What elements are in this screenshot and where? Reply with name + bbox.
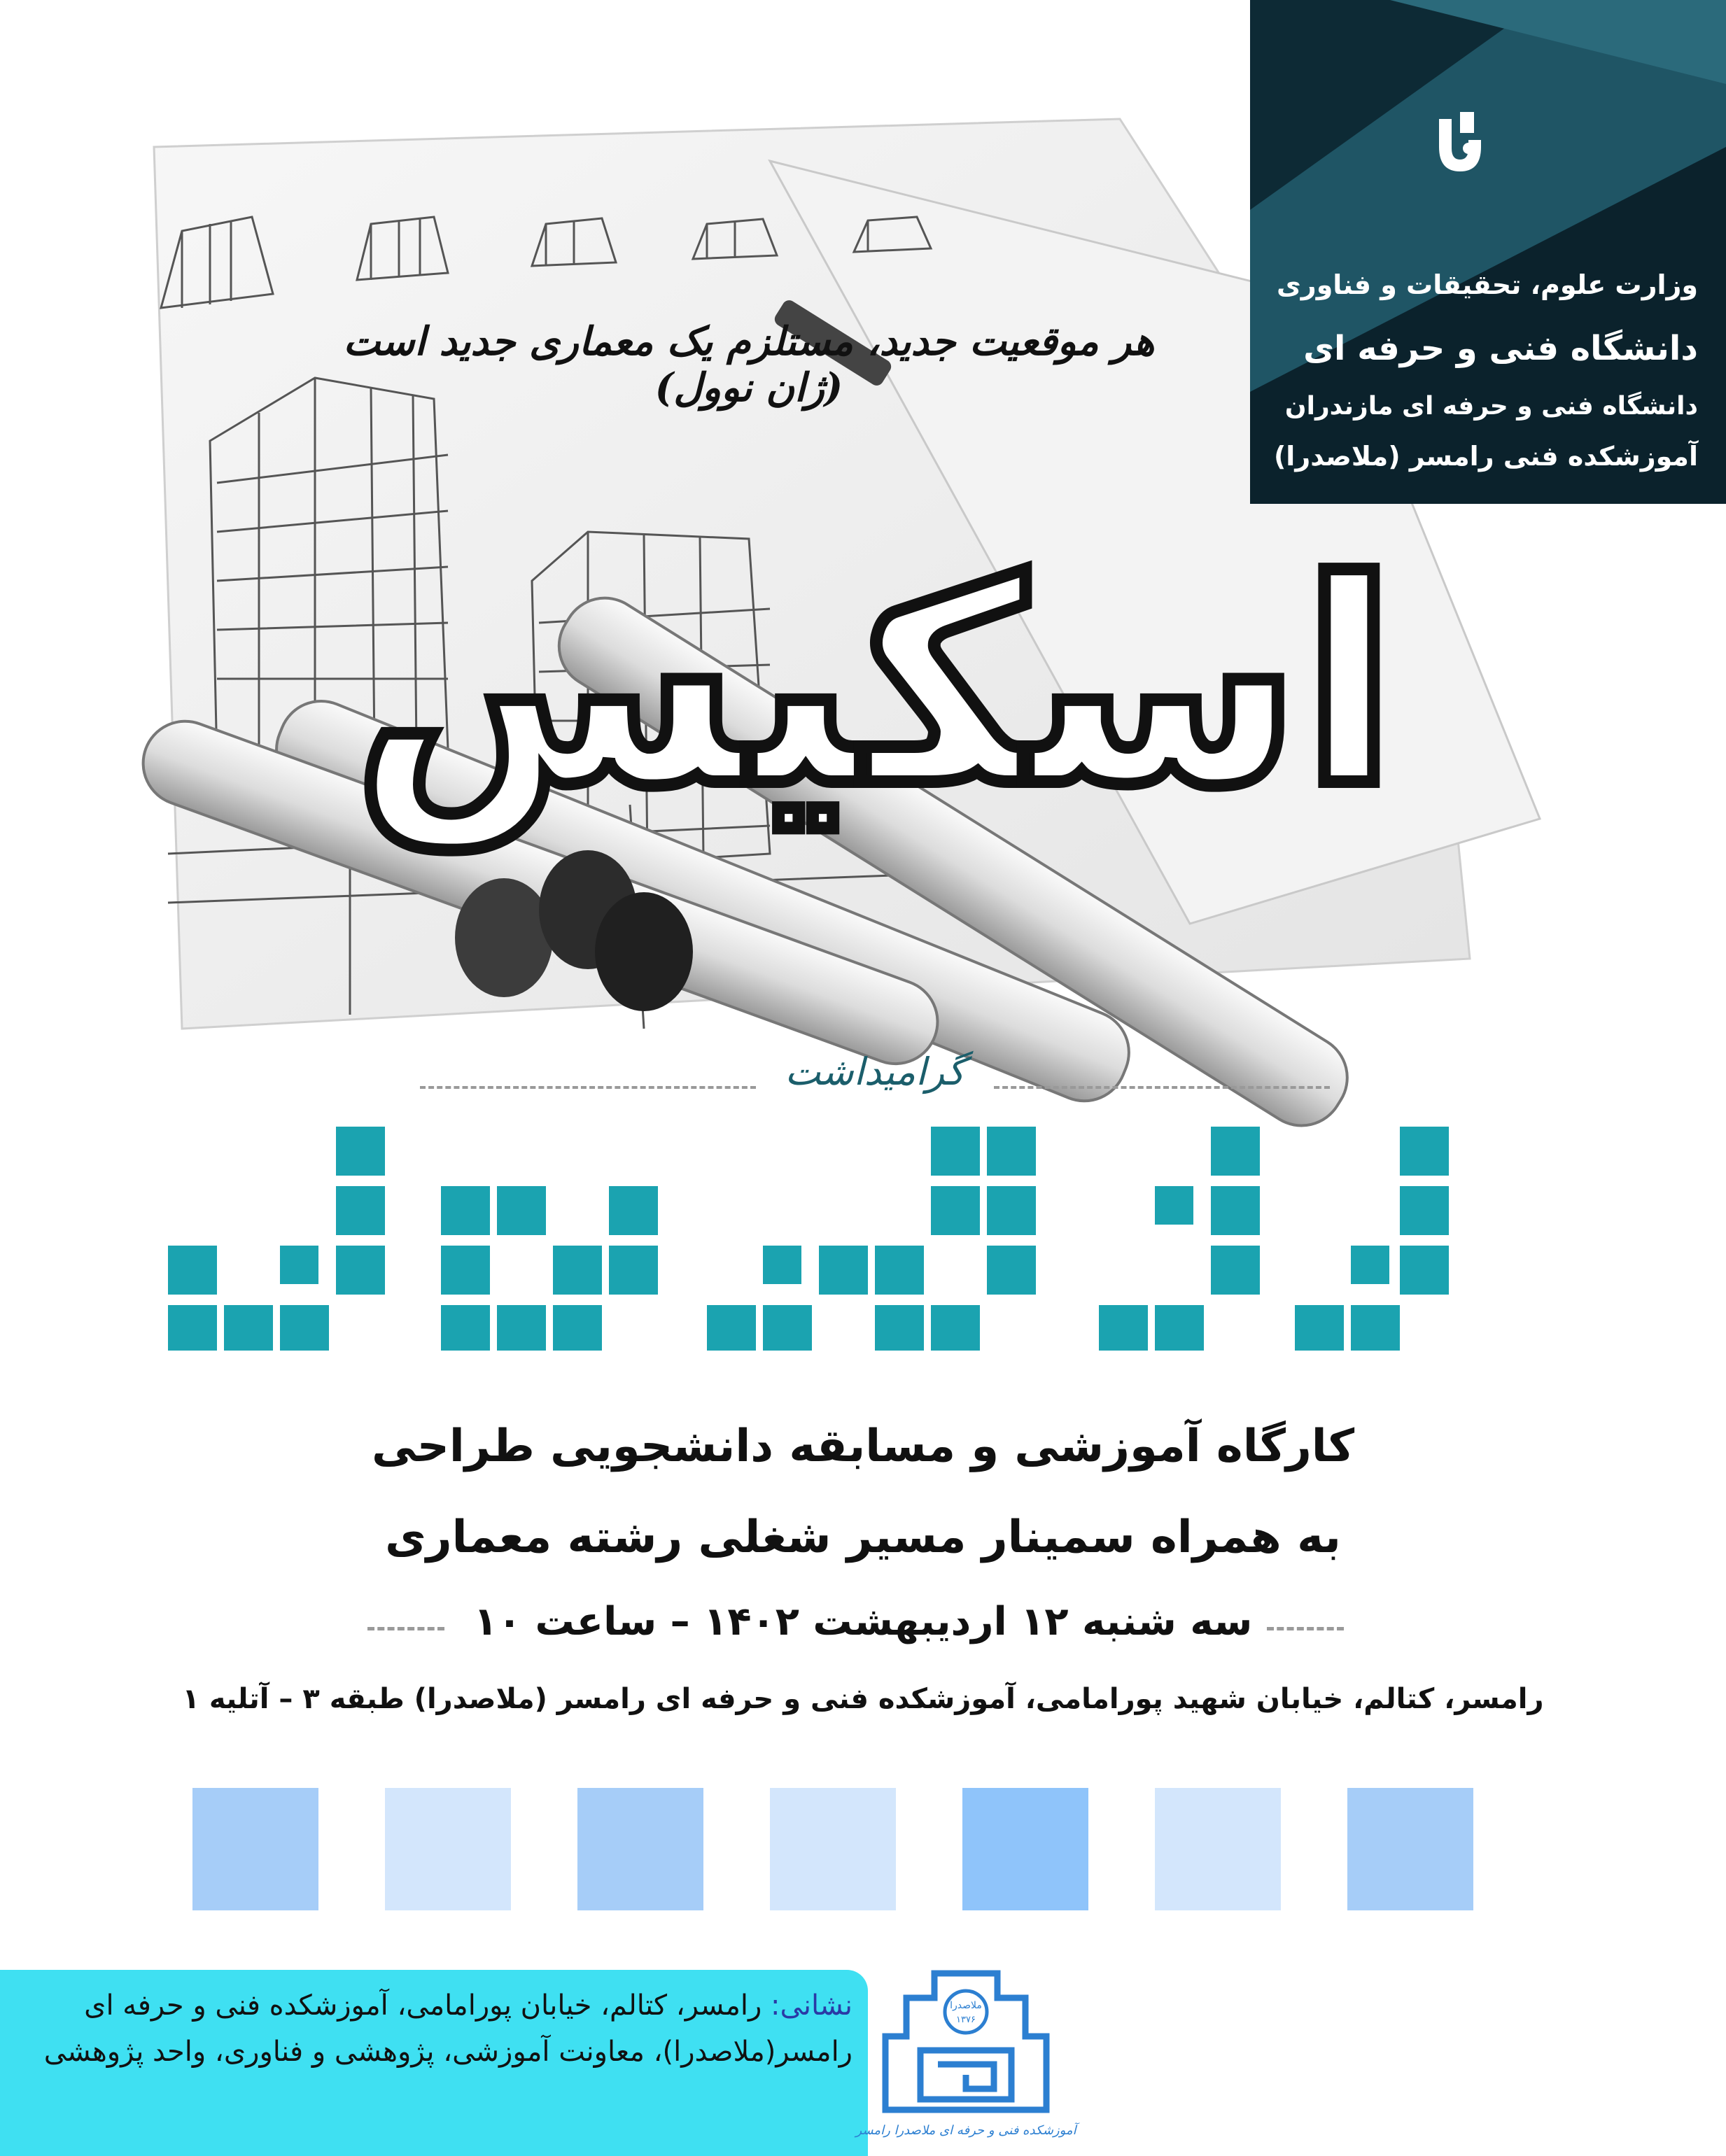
svg-text:ملاصدرا: ملاصدرا bbox=[950, 2000, 982, 2011]
footer-address-text: رامسر، کتالم، خیابان پورامامی، آموزشکده فنی و حرفه ای رامسر(ملاصدرا)، معاونت آموزشی، پژوهشی و فناوری، واحد پژوهشی bbox=[43, 1989, 853, 2068]
honor-row bbox=[420, 1050, 1330, 1106]
honor-label: گرامیداشت bbox=[785, 1050, 965, 1094]
svg-text:۱۳۷۶: ۱۳۷۶ bbox=[956, 2015, 976, 2025]
decorative-square bbox=[1347, 1788, 1473, 1910]
event-date-line: سه شنبه ۱۲ اردیبهشت ۱۴۰۲ – ساعت ۱۰ bbox=[473, 1599, 1253, 1644]
quote-text: هر موقعیت جدید، مستلزم یک معماری جدید است (ژان نوول) bbox=[343, 318, 1155, 411]
university-logo-icon bbox=[1425, 105, 1495, 182]
decorative-square bbox=[577, 1788, 703, 1910]
footer-address-box bbox=[0, 1970, 868, 2156]
decorative-square bbox=[962, 1788, 1088, 1910]
decorative-square bbox=[192, 1788, 318, 1910]
decorative-square bbox=[385, 1788, 511, 1910]
event-address-line: رامسر، کتالم، خیابان شهید پورامامی، آموزشکده فنی و حرفه ای رامسر (ملاصدرا) طبقه ۳ – آتلیه ۱ bbox=[182, 1683, 1544, 1715]
workshop-line: کارگاه آموزشی و مسابقه دانشجویی طراحی bbox=[371, 1421, 1355, 1472]
footer-address bbox=[13, 1982, 853, 2075]
ministry-name: وزارت علوم، تحقیقات و فناوری bbox=[1276, 269, 1698, 300]
decorative-square bbox=[1155, 1788, 1281, 1910]
panel-facet-shapes bbox=[1250, 0, 1726, 504]
footer-address-label: نشانی: bbox=[771, 1989, 853, 2022]
organization-header-panel bbox=[1250, 0, 1726, 504]
pixel-style-event-title bbox=[161, 1120, 1561, 1358]
faculty-name: آموزشکده فنی رامسر (ملاصدرا) bbox=[1273, 441, 1698, 472]
decorative-square bbox=[770, 1788, 896, 1910]
dashed-divider-right bbox=[994, 1086, 1330, 1089]
decorative-squares-row bbox=[192, 1788, 1473, 1910]
seminar-line: به همراه سمینار مسیر شغلی رشته معماری bbox=[385, 1512, 1341, 1563]
university-name: دانشگاه فنی و حرفه ای bbox=[1303, 329, 1698, 368]
provincial-university-name: دانشگاه فنی و حرفه ای مازندران bbox=[1284, 392, 1698, 421]
svg-text:آموزشکده فنی و حرفه ای ملاصدرا: آموزشکده فنی و حرفه ای ملاصدرا رامسر bbox=[855, 2123, 1076, 2138]
faculty-logo-icon bbox=[855, 1959, 1076, 2148]
main-title: اسکیس bbox=[353, 523, 1397, 848]
